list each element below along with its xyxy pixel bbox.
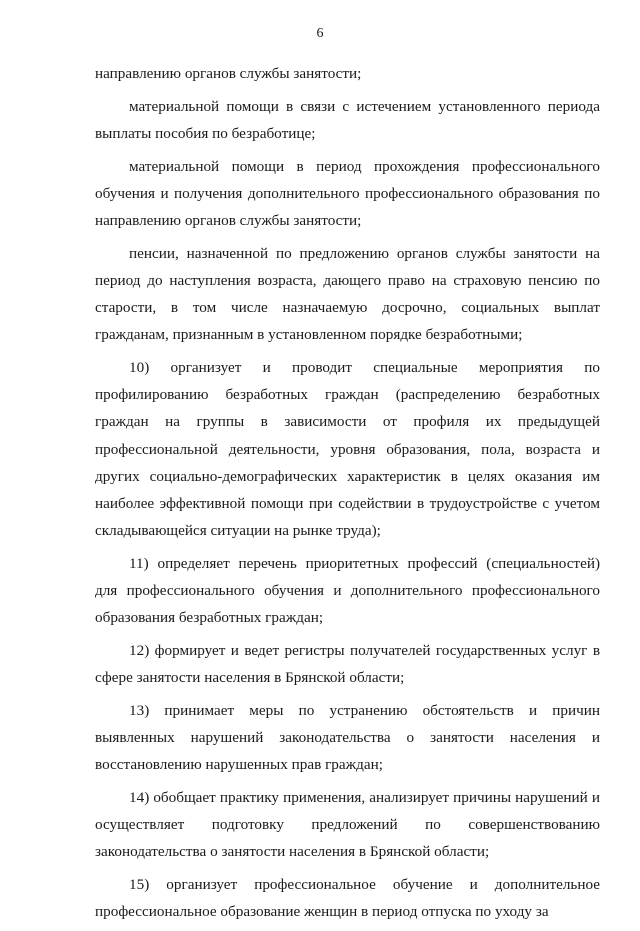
paragraph-item-10: 10) организует и проводит специальные мероприятия по профилированию безработных граждан (распределению безработных граждан на группы в зависимости от профиля их предыдущей профессиональной деятельности, уровня образования, пола, возраста и других социально-демографических характеристик в целях оказания им наиболее эффективной помощи при содействии в трудоустройстве с учетом складывающейся ситуации на рынке труда); [95,359,600,540]
document-body [95,60,600,931]
paragraph-continuation: направлению органов службы занятости; [95,65,362,82]
paragraph-material-aid-expiry: материальной помощи в связи с истечением установленного периода выплаты пособия по безработице; [95,97,600,142]
paragraph-item-13: 13) принимает меры по устранению обстоятельств и причин выявленных нарушений законодательства о занятости населения и восстановлению нарушенных прав граждан; [95,701,600,774]
page-number: 6 [316,26,324,41]
paragraph-item-15: 15) организует профессиональное обучение и дополнительное профессиональное образование женщин в период отпуска по уходу за [95,876,600,921]
paragraph-item-14: 14) обобщает практику применения, анализирует причины нарушений и осуществляет подготовку предложений по совершенствованию законодательства о занятости населения в Брянской области; [95,789,600,861]
paragraph-item-12: 12) формирует и ведет регистры получателей государственных услуг в сфере занятости населения в Брянской области; [95,642,600,687]
paragraph-pension: пенсии, назначенной по предложению органов службы занятости на период до наступления возраста, дающего право на страховую пенсию по старости, в том числе назначаемую досрочно, социальных выплат гражданам, признанным в установленном порядке безработными; [95,244,600,344]
paragraph-item-11: 11) определяет перечень приоритетных профессий (специальностей) для профессионального обучения и дополнительного профессионального образования безработных граждан; [95,554,600,627]
paragraph-material-aid-training: материальной помощи в период прохождения профессионального обучения и получения дополнительного профессионального образования по направлению органов службы занятости; [95,157,600,230]
